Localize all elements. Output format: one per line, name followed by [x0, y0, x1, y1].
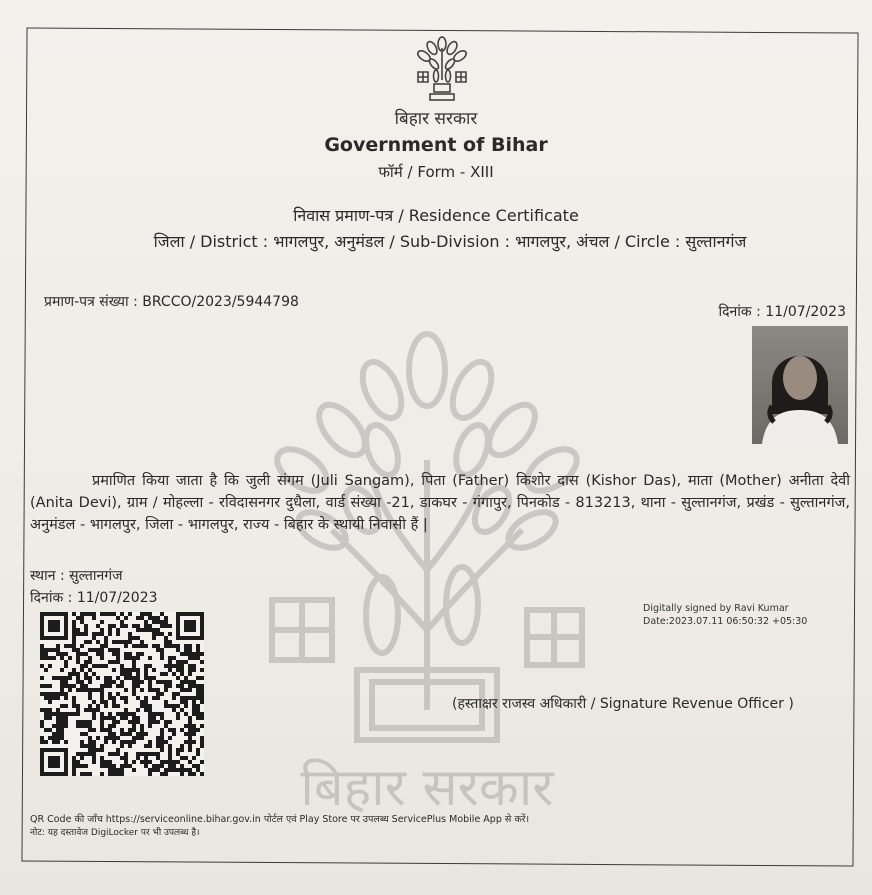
qr-verification-note: QR Code की जाँच https://serviceonline.bihar.gov.in पोर्टल एवं Play Store पर उपलब्ध ServicePlus Mobile App से करें।: [30, 814, 530, 825]
digital-signature-date: Date:2023.07.11 06:50:32 +05:30: [643, 616, 808, 627]
issue-date-bottom: दिनांक : 11/07/2023: [30, 590, 158, 606]
issue-date-top: दिनांक : 11/07/2023: [718, 304, 846, 320]
qr-code[interactable]: [40, 612, 204, 776]
bodhi-tree-emblem-icon: [414, 36, 470, 102]
district-line: जिला / District : भागलपुर, अनुमंडल / Sub-Division : भागलपुर, अंचल / Circle : सुल्तानगंज: [153, 232, 747, 251]
government-title-hindi: बिहार सरकार: [394, 109, 478, 129]
bodhi-tree-watermark-icon: [262, 330, 592, 830]
signature-revenue-officer-label: (हस्ताक्षर राजस्व अधिकारी / Signature Revenue Officer ): [452, 696, 794, 712]
certificate-body-text: प्रमाणित किया जाता है कि जुली संगम (Juli Sangam), पिता (Father) किशोर दास (Kishor Das), माता (Mother) अनीता देवी (Anita Devi), ग्राम / मोहल्ला - रविदासनगर दुधैला, वार्ड संख्या -21, डाकघर - गंगापुर, पिनकोड - 813213, थाना - सुल्तानगंज, प्रखंड - सुल्तानगंज, अनुमंडल - भागलपुर, जिला - भागलपुर, राज्य - बिहार के स्थायी निवासी हैं |: [30, 473, 850, 533]
digital-signature-signer: Digitally signed by Ravi Kumar: [643, 603, 789, 614]
digilocker-note: नोट: यह दस्तावेज DigiLocker पर भी उपलब्ध है।: [30, 828, 200, 838]
applicant-photo: [752, 326, 848, 444]
certificate-title: निवास प्रमाण-पत्र / Residence Certificate: [293, 206, 579, 225]
digital-signature-block: [643, 602, 807, 628]
government-title-english: Government of Bihar: [324, 134, 548, 156]
watermark-text: बिहार सरकार: [300, 758, 554, 818]
form-number: फॉर्म / Form - XIII: [378, 163, 494, 181]
place-line: स्थान : सुल्तानगंज: [30, 568, 123, 584]
certificate-number: प्रमाण-पत्र संख्या : BRCCO/2023/5944798: [44, 294, 299, 310]
